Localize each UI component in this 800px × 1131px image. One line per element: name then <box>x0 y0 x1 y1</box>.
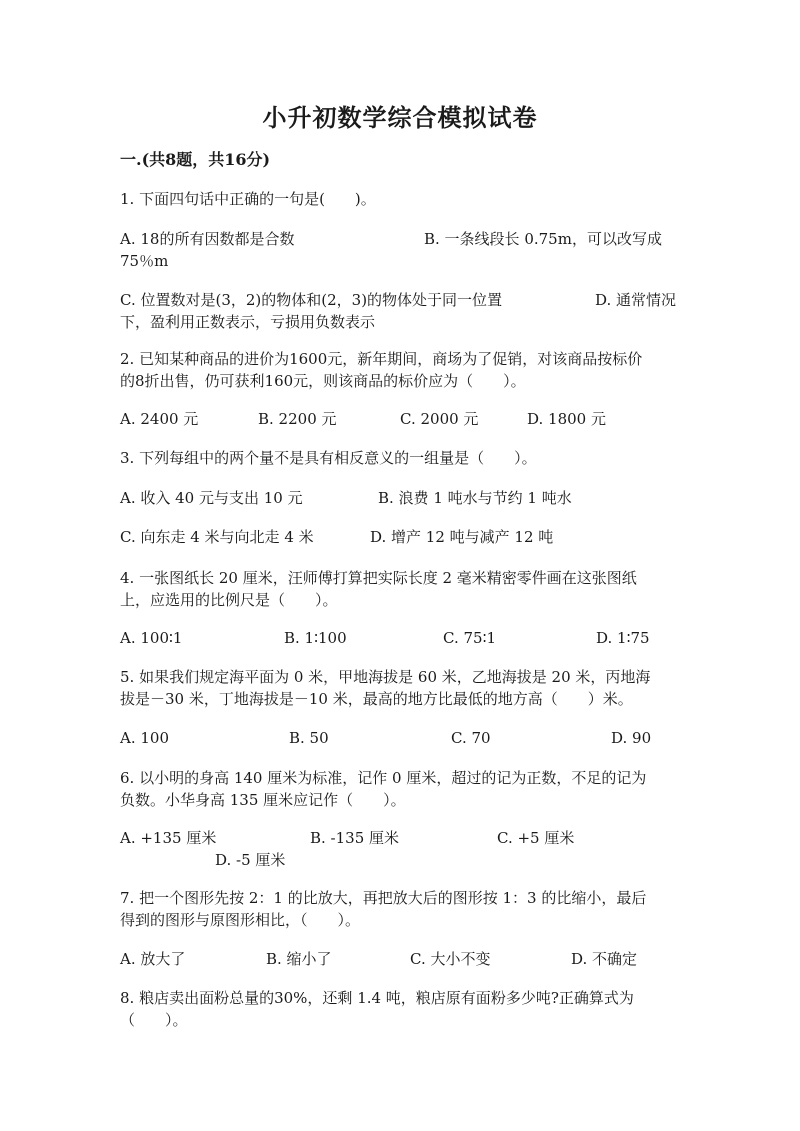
question-8-stem-cont: （ ）。 <box>120 1011 188 1029</box>
question-7-stem: 7. 把一个图形先按 2：1 的比放大，再把放大后的图形按 1：3 的比缩小，最后 <box>120 889 647 907</box>
question-5-option-d[interactable]: D. 90 <box>611 729 652 747</box>
question-4-option-c[interactable]: C. 75∶1 <box>443 629 497 647</box>
question-3-option-d[interactable]: D. 增产 12 吨与减产 12 吨 <box>370 528 554 546</box>
question-4-option-a[interactable]: A. 100∶1 <box>120 629 183 647</box>
question-7-option-b[interactable]: B. 缩小了 <box>266 950 332 968</box>
question-5-stem-cont: 拔是－30 米，丁地海拔是－10 米，最高的地方比最低的地方高（ ）米。 <box>120 690 633 708</box>
question-1-option-b-cont: 75％m <box>120 252 169 270</box>
page-title: 小升初数学综合模拟试卷 <box>262 103 538 132</box>
question-6-option-c[interactable]: C. +5 厘米 <box>497 829 575 847</box>
question-5-option-c[interactable]: C. 70 <box>451 729 491 747</box>
question-4-option-d[interactable]: D. 1∶75 <box>596 629 650 647</box>
question-1-stem: 1. 下面四句话中正确的一句是( )。 <box>120 190 376 208</box>
question-1-option-d[interactable]: D. 通常情况 <box>595 291 677 309</box>
question-5-option-a[interactable]: A. 100 <box>120 729 169 747</box>
question-3-option-b[interactable]: B. 浪费 1 吨水与节约 1 吨水 <box>378 489 572 507</box>
question-3-option-c[interactable]: C. 向东走 4 米与向北走 4 米 <box>120 528 314 546</box>
question-1-option-b[interactable]: B. 一条线段长 0.75m，可以改写成 <box>424 230 662 248</box>
question-6-stem: 6. 以小明的身高 140 厘米为标准，记作 0 厘米，超过的记为正数，不足的记为 <box>120 769 647 787</box>
question-1-option-c[interactable]: C. 位置数对是(3，2)的物体和(2，3)的物体处于同一位置 <box>120 291 503 309</box>
question-7-option-c[interactable]: C. 大小不变 <box>410 950 491 968</box>
question-8-stem: 8. 粮店卖出面粉总量的30%，还剩 1.4 吨，粮店原有面粉多少吨?正确算式为 <box>120 989 634 1007</box>
question-4-stem: 4. 一张图纸长 20 厘米，汪师傅打算把实际长度 2 毫米精密零件画在这张图纸 <box>120 569 637 587</box>
question-4-stem-cont: 上，应选用的比例尺是（ ）。 <box>120 591 338 609</box>
question-4-option-b[interactable]: B. 1∶100 <box>284 629 347 647</box>
question-6-stem-cont: 负数。小华身高 135 厘米应记作（ ）。 <box>120 791 406 809</box>
section-heading: 一.(共8题，共16分) <box>120 150 271 169</box>
question-7-stem-cont: 得到的图形与原图形相比，（ ）。 <box>120 911 361 929</box>
question-7-option-a[interactable]: A. 放大了 <box>120 950 186 968</box>
question-2-option-b[interactable]: B. 2200 元 <box>258 410 337 428</box>
question-3-option-a[interactable]: A. 收入 40 元与支出 10 元 <box>120 489 303 507</box>
question-6-option-a[interactable]: A. +135 厘米 <box>120 829 217 847</box>
question-6-option-b[interactable]: B. -135 厘米 <box>310 829 400 847</box>
question-2-option-d[interactable]: D. 1800 元 <box>527 410 606 428</box>
question-2-stem-cont: 的8折出售，仍可获利160元，则该商品的标价应为（ ）。 <box>120 372 526 390</box>
question-7-option-d[interactable]: D. 不确定 <box>571 950 638 968</box>
question-2-option-c[interactable]: C. 2000 元 <box>400 410 479 428</box>
question-1-option-d-cont: 下，盈利用正数表示，亏损用负数表示 <box>120 313 376 331</box>
question-3-stem: 3. 下列每组中的两个量不是具有相反意义的一组量是（ ）。 <box>120 449 537 467</box>
question-6-option-d[interactable]: D. -5 厘米 <box>215 851 286 869</box>
question-2-option-a[interactable]: A. 2400 元 <box>120 410 199 428</box>
question-1-option-a[interactable]: A. 18的所有因数都是合数 <box>120 230 295 248</box>
question-5-option-b[interactable]: B. 50 <box>289 729 329 747</box>
question-2-stem: 2. 已知某种商品的进价为1600元，新年期间，商场为了促销，对该商品按标价 <box>120 350 643 368</box>
question-5-stem: 5. 如果我们规定海平面为 0 米，甲地海拔是 60 米，乙地海拔是 20 米，丙地海 <box>120 668 651 686</box>
